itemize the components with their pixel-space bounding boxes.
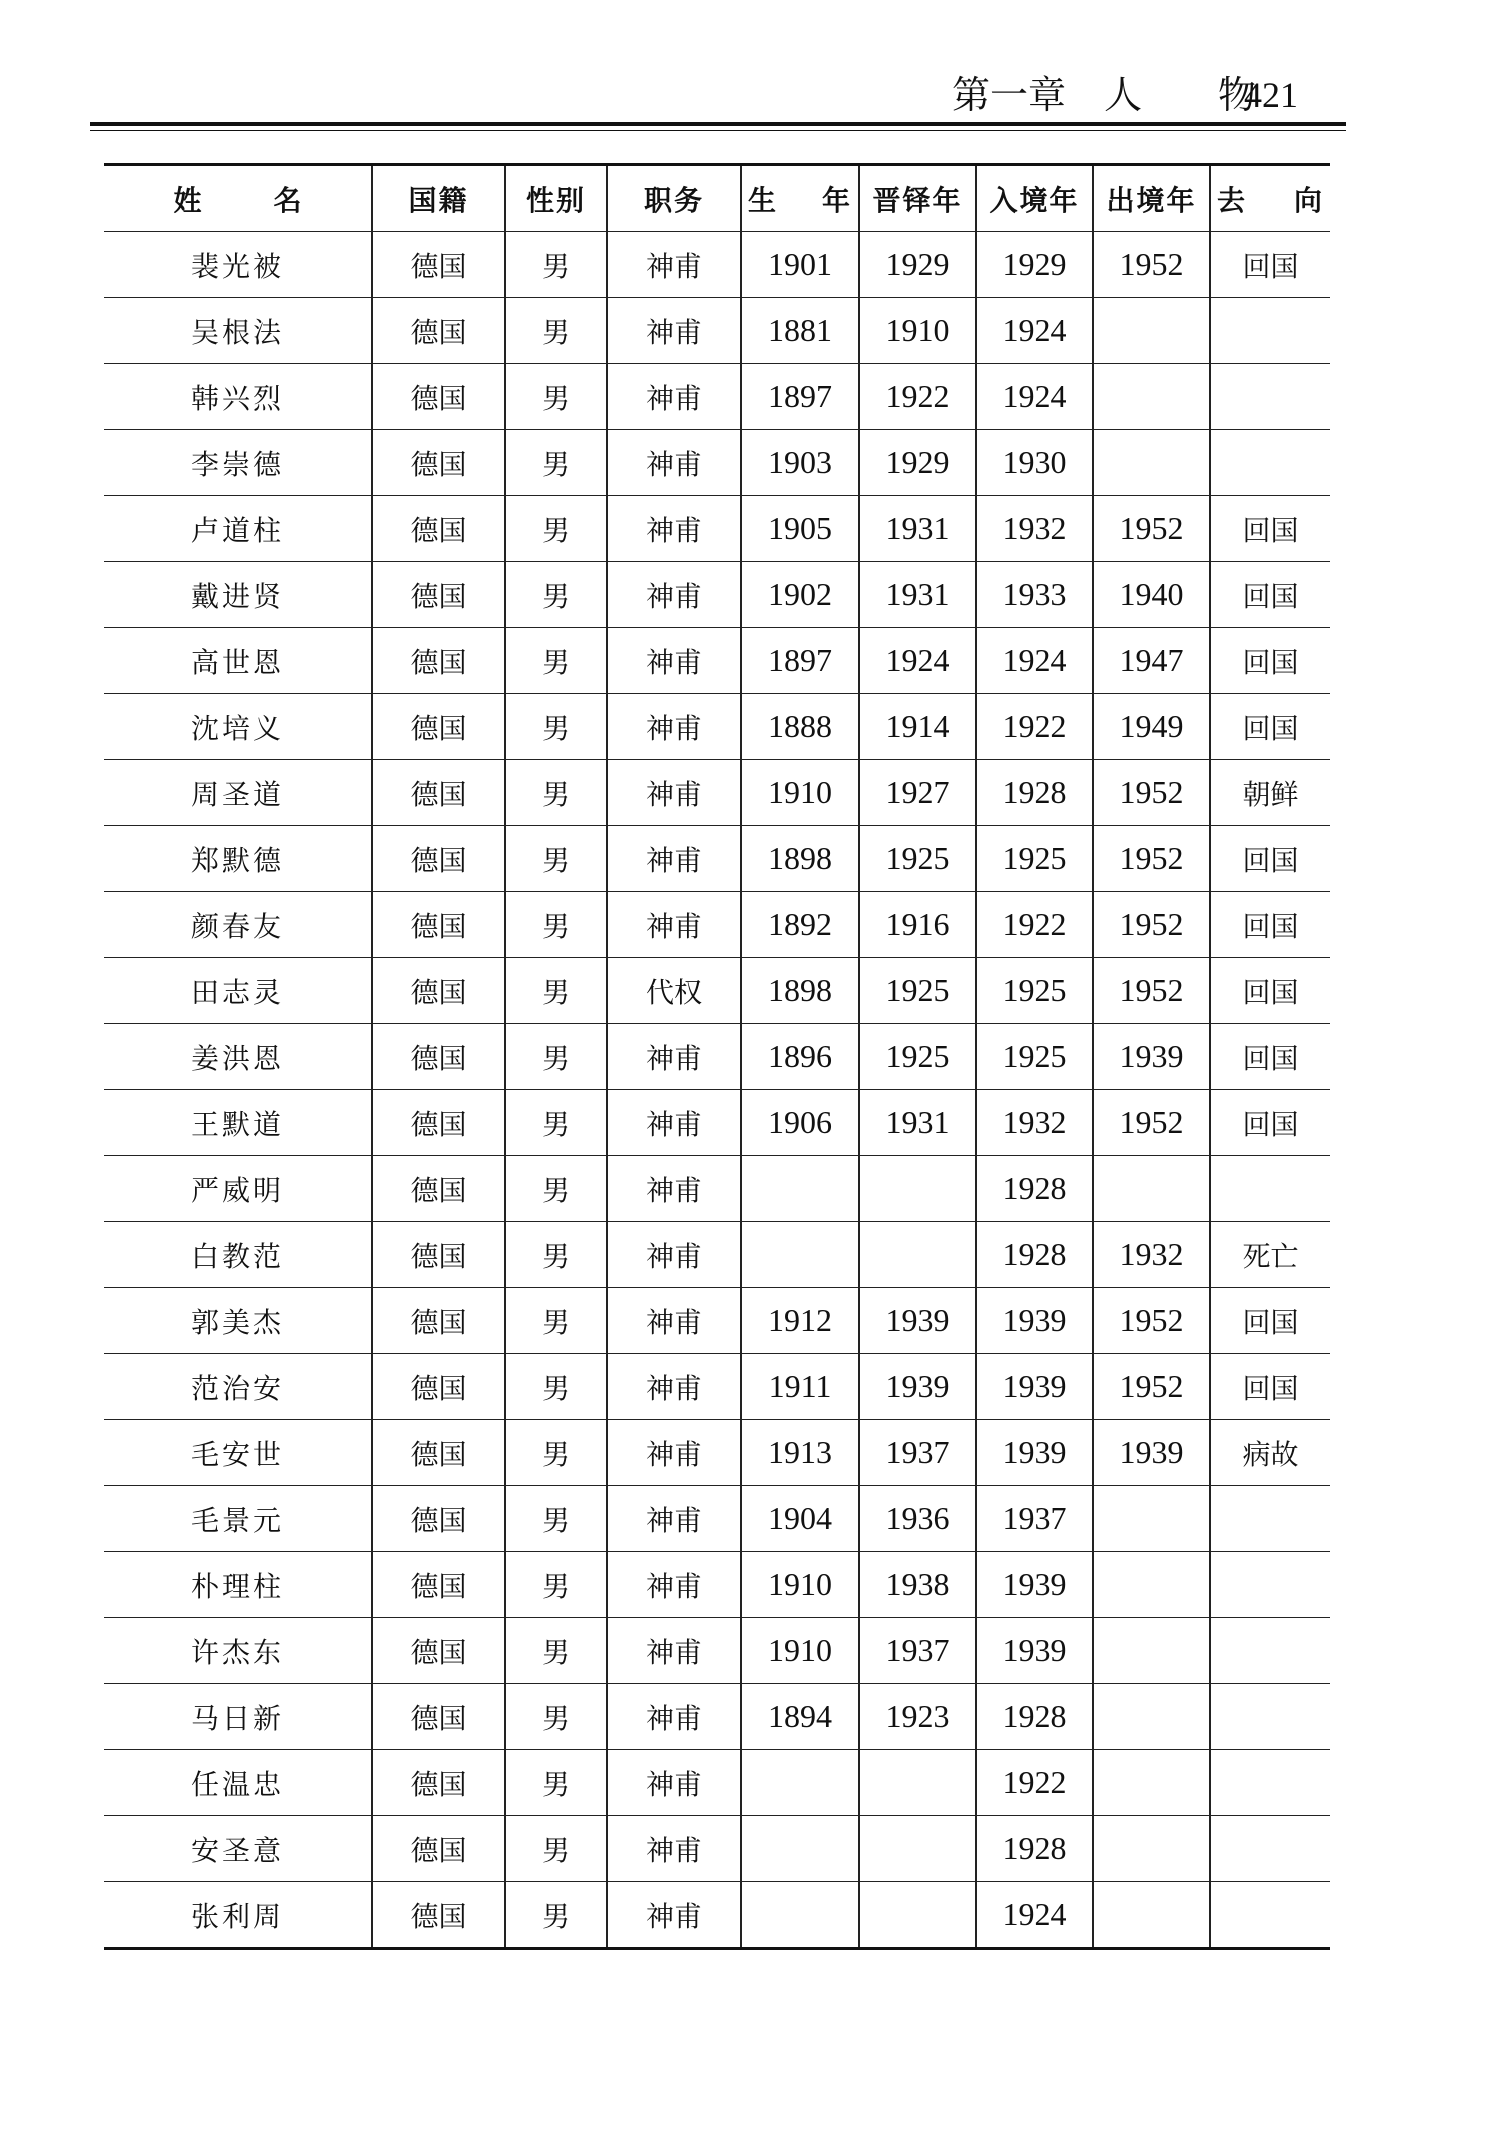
cell-entry-year: 1928 [976, 1156, 1093, 1222]
cell-nationality: 德国 [372, 1750, 505, 1816]
col-header-position: 职务 [607, 165, 741, 232]
cell-nationality: 德国 [372, 496, 505, 562]
cell-exit-year: 1952 [1093, 826, 1210, 892]
cell-position: 神甫 [607, 1024, 741, 1090]
cell-nationality: 德国 [372, 430, 505, 496]
cell-gender: 男 [505, 958, 607, 1024]
cell-gender: 男 [505, 298, 607, 364]
cell-exit-year [1093, 1618, 1210, 1684]
missionary-table [104, 163, 1330, 1950]
cell-birth-year: 1897 [741, 364, 859, 430]
cell-exit-year: 1939 [1093, 1420, 1210, 1486]
cell-name: 郭美杰 [104, 1288, 372, 1354]
cell-entry-year: 1922 [976, 694, 1093, 760]
table-row [104, 1684, 1330, 1750]
cell-name: 卢道柱 [104, 496, 372, 562]
cell-ordination-year: 1927 [859, 760, 976, 826]
cell-nationality: 德国 [372, 1882, 505, 1949]
cell-nationality: 德国 [372, 826, 505, 892]
cell-birth-year: 1888 [741, 694, 859, 760]
cell-exit-year [1093, 1816, 1210, 1882]
cell-ordination-year: 1938 [859, 1552, 976, 1618]
cell-exit-year: 1932 [1093, 1222, 1210, 1288]
cell-gender: 男 [505, 1882, 607, 1949]
cell-gender: 男 [505, 364, 607, 430]
cell-birth-year: 1905 [741, 496, 859, 562]
cell-exit-year: 1952 [1093, 760, 1210, 826]
cell-exit-year [1093, 430, 1210, 496]
cell-whereabouts: 回国 [1210, 1288, 1330, 1354]
cell-ordination-year [859, 1222, 976, 1288]
cell-name: 颜春友 [104, 892, 372, 958]
cell-entry-year: 1925 [976, 958, 1093, 1024]
cell-entry-year: 1922 [976, 1750, 1093, 1816]
cell-ordination-year [859, 1816, 976, 1882]
cell-gender: 男 [505, 1090, 607, 1156]
cell-whereabouts: 回国 [1210, 1354, 1330, 1420]
cell-gender: 男 [505, 1222, 607, 1288]
cell-birth-year: 1906 [741, 1090, 859, 1156]
table-row [104, 364, 1330, 430]
running-head [940, 70, 1310, 120]
cell-whereabouts: 回国 [1210, 694, 1330, 760]
table-header-row [104, 165, 1330, 232]
cell-gender: 男 [505, 496, 607, 562]
cell-ordination-year: 1925 [859, 826, 976, 892]
cell-nationality: 德国 [372, 1354, 505, 1420]
cell-birth-year: 1901 [741, 232, 859, 298]
cell-birth-year: 1910 [741, 1552, 859, 1618]
col-header-entry: 入境年 [976, 165, 1093, 232]
cell-nationality: 德国 [372, 1090, 505, 1156]
cell-nationality: 德国 [372, 1420, 505, 1486]
table-row [104, 1420, 1330, 1486]
cell-entry-year: 1928 [976, 1684, 1093, 1750]
cell-whereabouts [1210, 364, 1330, 430]
cell-birth-year: 1910 [741, 760, 859, 826]
cell-whereabouts: 回国 [1210, 496, 1330, 562]
cell-name: 白教范 [104, 1222, 372, 1288]
cell-gender: 男 [505, 1486, 607, 1552]
cell-gender: 男 [505, 1420, 607, 1486]
cell-position: 神甫 [607, 298, 741, 364]
cell-ordination-year: 1939 [859, 1354, 976, 1420]
cell-position: 代权 [607, 958, 741, 1024]
cell-birth-year: 1898 [741, 826, 859, 892]
cell-exit-year: 1952 [1093, 1288, 1210, 1354]
cell-ordination-year: 1923 [859, 1684, 976, 1750]
table-row [104, 430, 1330, 496]
cell-entry-year: 1937 [976, 1486, 1093, 1552]
cell-birth-year: 1897 [741, 628, 859, 694]
table-row [104, 1750, 1330, 1816]
cell-birth-year: 1913 [741, 1420, 859, 1486]
table-row [104, 1156, 1330, 1222]
cell-ordination-year [859, 1156, 976, 1222]
col-header-birth: 生 年 [741, 165, 859, 232]
table-row [104, 1288, 1330, 1354]
cell-entry-year: 1924 [976, 298, 1093, 364]
cell-exit-year: 1952 [1093, 496, 1210, 562]
cell-name: 郑默德 [104, 826, 372, 892]
cell-gender: 男 [505, 1618, 607, 1684]
cell-exit-year [1093, 1156, 1210, 1222]
header-rule-thin [90, 130, 1346, 131]
cell-ordination-year: 1937 [859, 1618, 976, 1684]
cell-entry-year: 1924 [976, 628, 1093, 694]
cell-name: 毛安世 [104, 1420, 372, 1486]
col-header-whereabouts: 去 向 [1210, 165, 1330, 232]
cell-ordination-year: 1937 [859, 1420, 976, 1486]
cell-gender: 男 [505, 1816, 607, 1882]
cell-position: 神甫 [607, 694, 741, 760]
cell-gender: 男 [505, 892, 607, 958]
cell-position: 神甫 [607, 628, 741, 694]
cell-birth-year: 1892 [741, 892, 859, 958]
table-row [104, 694, 1330, 760]
cell-birth-year: 1912 [741, 1288, 859, 1354]
cell-name: 任温忠 [104, 1750, 372, 1816]
cell-name: 安圣意 [104, 1816, 372, 1882]
header-rule-thick [90, 122, 1346, 126]
cell-position: 神甫 [607, 496, 741, 562]
cell-position: 神甫 [607, 760, 741, 826]
cell-nationality: 德国 [372, 364, 505, 430]
cell-position: 神甫 [607, 1618, 741, 1684]
cell-ordination-year: 1910 [859, 298, 976, 364]
cell-gender: 男 [505, 760, 607, 826]
table-row [104, 892, 1330, 958]
cell-gender: 男 [505, 1552, 607, 1618]
cell-position: 神甫 [607, 1354, 741, 1420]
cell-exit-year: 1952 [1093, 1090, 1210, 1156]
cell-name: 沈培义 [104, 694, 372, 760]
cell-nationality: 德国 [372, 298, 505, 364]
cell-ordination-year [859, 1882, 976, 1949]
cell-position: 神甫 [607, 1552, 741, 1618]
table-row [104, 1486, 1330, 1552]
cell-ordination-year: 1939 [859, 1288, 976, 1354]
cell-whereabouts [1210, 1684, 1330, 1750]
cell-nationality: 德国 [372, 1618, 505, 1684]
cell-position: 神甫 [607, 1816, 741, 1882]
table-row [104, 1882, 1330, 1949]
table-row [104, 1552, 1330, 1618]
cell-birth-year [741, 1156, 859, 1222]
cell-entry-year: 1939 [976, 1288, 1093, 1354]
cell-exit-year [1093, 298, 1210, 364]
cell-exit-year [1093, 1882, 1210, 1949]
cell-nationality: 德国 [372, 1156, 505, 1222]
cell-name: 裴光被 [104, 232, 372, 298]
table-row [104, 1816, 1330, 1882]
cell-ordination-year: 1929 [859, 232, 976, 298]
cell-whereabouts: 朝鲜 [1210, 760, 1330, 826]
cell-exit-year: 1939 [1093, 1024, 1210, 1090]
cell-entry-year: 1922 [976, 892, 1093, 958]
cell-whereabouts [1210, 1882, 1330, 1949]
cell-name: 韩兴烈 [104, 364, 372, 430]
cell-entry-year: 1930 [976, 430, 1093, 496]
cell-exit-year: 1940 [1093, 562, 1210, 628]
cell-birth-year: 1904 [741, 1486, 859, 1552]
cell-name: 严威明 [104, 1156, 372, 1222]
col-header-gender: 性别 [505, 165, 607, 232]
cell-nationality: 德国 [372, 1816, 505, 1882]
cell-exit-year: 1947 [1093, 628, 1210, 694]
cell-ordination-year: 1925 [859, 958, 976, 1024]
cell-birth-year [741, 1882, 859, 1949]
cell-entry-year: 1939 [976, 1552, 1093, 1618]
table-row [104, 826, 1330, 892]
cell-whereabouts: 回国 [1210, 562, 1330, 628]
cell-ordination-year [859, 1750, 976, 1816]
cell-ordination-year: 1931 [859, 1090, 976, 1156]
cell-gender: 男 [505, 1024, 607, 1090]
cell-nationality: 德国 [372, 1024, 505, 1090]
cell-nationality: 德国 [372, 562, 505, 628]
cell-name: 姜洪恩 [104, 1024, 372, 1090]
cell-name: 张利周 [104, 1882, 372, 1949]
cell-nationality: 德国 [372, 1486, 505, 1552]
cell-name: 毛景元 [104, 1486, 372, 1552]
cell-birth-year [741, 1222, 859, 1288]
cell-entry-year: 1932 [976, 1090, 1093, 1156]
cell-gender: 男 [505, 1288, 607, 1354]
cell-ordination-year: 1914 [859, 694, 976, 760]
cell-whereabouts [1210, 1156, 1330, 1222]
cell-whereabouts: 回国 [1210, 232, 1330, 298]
cell-whereabouts [1210, 1750, 1330, 1816]
cell-exit-year [1093, 1552, 1210, 1618]
cell-position: 神甫 [607, 1486, 741, 1552]
cell-gender: 男 [505, 826, 607, 892]
cell-exit-year: 1952 [1093, 892, 1210, 958]
cell-whereabouts [1210, 298, 1330, 364]
cell-whereabouts [1210, 1816, 1330, 1882]
cell-nationality: 德国 [372, 1288, 505, 1354]
cell-ordination-year: 1922 [859, 364, 976, 430]
cell-position: 神甫 [607, 892, 741, 958]
col-header-exit: 出境年 [1093, 165, 1210, 232]
cell-ordination-year: 1925 [859, 1024, 976, 1090]
cell-position: 神甫 [607, 562, 741, 628]
table-body [104, 232, 1330, 1949]
cell-birth-year: 1898 [741, 958, 859, 1024]
cell-position: 神甫 [607, 1090, 741, 1156]
cell-ordination-year: 1924 [859, 628, 976, 694]
cell-position: 神甫 [607, 1750, 741, 1816]
cell-position: 神甫 [607, 1684, 741, 1750]
cell-birth-year [741, 1816, 859, 1882]
cell-gender: 男 [505, 628, 607, 694]
cell-whereabouts: 回国 [1210, 628, 1330, 694]
cell-position: 神甫 [607, 232, 741, 298]
cell-entry-year: 1928 [976, 1222, 1093, 1288]
cell-gender: 男 [505, 430, 607, 496]
cell-whereabouts [1210, 1618, 1330, 1684]
cell-position: 神甫 [607, 1882, 741, 1949]
col-header-nationality: 国籍 [372, 165, 505, 232]
cell-position: 神甫 [607, 364, 741, 430]
cell-position: 神甫 [607, 826, 741, 892]
cell-nationality: 德国 [372, 1684, 505, 1750]
cell-exit-year [1093, 364, 1210, 430]
cell-name: 周圣道 [104, 760, 372, 826]
table-row [104, 1354, 1330, 1420]
cell-entry-year: 1925 [976, 1024, 1093, 1090]
cell-birth-year: 1881 [741, 298, 859, 364]
cell-name: 吴根法 [104, 298, 372, 364]
cell-whereabouts: 回国 [1210, 826, 1330, 892]
cell-position: 神甫 [607, 430, 741, 496]
cell-whereabouts [1210, 430, 1330, 496]
table-row [104, 562, 1330, 628]
cell-nationality: 德国 [372, 892, 505, 958]
cell-nationality: 德国 [372, 1552, 505, 1618]
cell-name: 田志灵 [104, 958, 372, 1024]
cell-ordination-year: 1916 [859, 892, 976, 958]
cell-entry-year: 1933 [976, 562, 1093, 628]
cell-ordination-year: 1929 [859, 430, 976, 496]
cell-nationality: 德国 [372, 628, 505, 694]
cell-ordination-year: 1936 [859, 1486, 976, 1552]
cell-entry-year: 1939 [976, 1420, 1093, 1486]
cell-gender: 男 [505, 1156, 607, 1222]
chapter-title: 第一章 人 物 [952, 73, 1257, 117]
col-header-ordination: 晋铎年 [859, 165, 976, 232]
cell-nationality: 德国 [372, 958, 505, 1024]
cell-gender: 男 [505, 1684, 607, 1750]
cell-entry-year: 1928 [976, 760, 1093, 826]
cell-birth-year: 1894 [741, 1684, 859, 1750]
cell-whereabouts [1210, 1552, 1330, 1618]
table-row [104, 760, 1330, 826]
cell-position: 神甫 [607, 1420, 741, 1486]
cell-gender: 男 [505, 562, 607, 628]
cell-entry-year: 1939 [976, 1618, 1093, 1684]
cell-name: 范治安 [104, 1354, 372, 1420]
cell-gender: 男 [505, 232, 607, 298]
cell-entry-year: 1939 [976, 1354, 1093, 1420]
cell-birth-year: 1902 [741, 562, 859, 628]
cell-whereabouts: 病故 [1210, 1420, 1330, 1486]
cell-gender: 男 [505, 1354, 607, 1420]
cell-entry-year: 1924 [976, 364, 1093, 430]
cell-gender: 男 [505, 694, 607, 760]
table-row [104, 958, 1330, 1024]
table-row [104, 1618, 1330, 1684]
cell-birth-year: 1896 [741, 1024, 859, 1090]
cell-birth-year [741, 1750, 859, 1816]
cell-ordination-year: 1931 [859, 562, 976, 628]
col-header-name: 姓 名 [104, 165, 372, 232]
cell-whereabouts: 回国 [1210, 892, 1330, 958]
cell-ordination-year: 1931 [859, 496, 976, 562]
cell-nationality: 德国 [372, 232, 505, 298]
table-row [104, 298, 1330, 364]
cell-whereabouts [1210, 1486, 1330, 1552]
table-row [104, 1222, 1330, 1288]
table-row [104, 496, 1330, 562]
cell-exit-year [1093, 1750, 1210, 1816]
page-number: 421 [1244, 75, 1298, 115]
cell-nationality: 德国 [372, 760, 505, 826]
cell-whereabouts: 死亡 [1210, 1222, 1330, 1288]
cell-nationality: 德国 [372, 1222, 505, 1288]
cell-exit-year: 1952 [1093, 958, 1210, 1024]
cell-gender: 男 [505, 1750, 607, 1816]
cell-exit-year [1093, 1684, 1210, 1750]
cell-position: 神甫 [607, 1288, 741, 1354]
cell-entry-year: 1928 [976, 1816, 1093, 1882]
cell-name: 马日新 [104, 1684, 372, 1750]
cell-birth-year: 1910 [741, 1618, 859, 1684]
cell-position: 神甫 [607, 1222, 741, 1288]
cell-name: 王默道 [104, 1090, 372, 1156]
cell-whereabouts: 回国 [1210, 958, 1330, 1024]
cell-entry-year: 1932 [976, 496, 1093, 562]
cell-name: 许杰东 [104, 1618, 372, 1684]
cell-entry-year: 1924 [976, 1882, 1093, 1949]
cell-entry-year: 1925 [976, 826, 1093, 892]
cell-exit-year [1093, 1486, 1210, 1552]
table-row [104, 1090, 1330, 1156]
table-row [104, 628, 1330, 694]
cell-birth-year: 1911 [741, 1354, 859, 1420]
cell-entry-year: 1929 [976, 232, 1093, 298]
cell-position: 神甫 [607, 1156, 741, 1222]
table-row [104, 232, 1330, 298]
cell-nationality: 德国 [372, 694, 505, 760]
cell-exit-year: 1952 [1093, 1354, 1210, 1420]
cell-whereabouts: 回国 [1210, 1024, 1330, 1090]
cell-exit-year: 1949 [1093, 694, 1210, 760]
cell-birth-year: 1903 [741, 430, 859, 496]
cell-name: 高世恩 [104, 628, 372, 694]
cell-exit-year: 1952 [1093, 232, 1210, 298]
cell-whereabouts: 回国 [1210, 1090, 1330, 1156]
cell-name: 李崇德 [104, 430, 372, 496]
cell-name: 朴理柱 [104, 1552, 372, 1618]
table-row [104, 1024, 1330, 1090]
cell-name: 戴进贤 [104, 562, 372, 628]
